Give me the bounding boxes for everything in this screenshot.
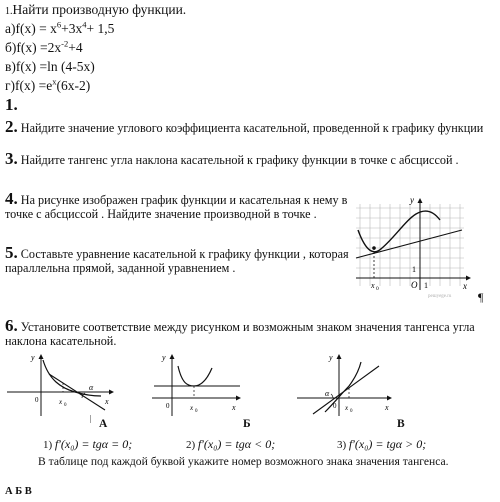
task-number: 2. (5, 117, 18, 136)
function-label: а) (5, 21, 16, 36)
x-label: x (105, 397, 109, 406)
x0-subscript: 0 (350, 409, 353, 414)
x0-subscript: 0 (64, 403, 67, 408)
graph-a (5, 352, 115, 420)
x-label: x (385, 403, 389, 412)
origin-label: O (411, 280, 418, 290)
x0-subscript: 0 (195, 409, 198, 414)
y-label: y (410, 195, 414, 205)
section1-number: 1. (5, 6, 13, 17)
task-text: Установите соответствие между рисунком и возможным знаком значения тангенса угла (20, 320, 475, 334)
function-body: f(x) =2x (16, 40, 62, 55)
x0-label: x (190, 404, 194, 412)
function-label: г) (5, 78, 16, 93)
y-label: y (31, 353, 35, 362)
task-6-line2: наклона касательной. (5, 334, 117, 348)
graph-b (150, 352, 245, 420)
answer-letters: А Б В (5, 486, 32, 497)
x0-label: x (371, 281, 375, 290)
option-1 (43, 437, 132, 452)
y-label: y (329, 353, 333, 362)
task-number: 4. (5, 189, 18, 208)
task-number: 5. (5, 243, 18, 262)
cursor-mark: | (90, 414, 92, 423)
unit-x-label: 1 (424, 281, 428, 290)
graph-b-label: Б (243, 418, 251, 430)
option-expr: f′(x₀) = tgα > 0; (348, 437, 427, 451)
task-2 (5, 117, 483, 137)
x0-label: x (345, 404, 349, 412)
origin-label: 0 (333, 402, 337, 410)
y-label: y (162, 353, 166, 362)
origin-label: 0 (35, 396, 39, 404)
function-b (5, 40, 83, 56)
tangent-graph (352, 190, 472, 300)
x-label: x (232, 403, 236, 412)
function-a (5, 21, 114, 37)
function-mid: (6x-2) (56, 78, 91, 93)
pilcrow: ¶ (478, 290, 484, 304)
x0-label: x (59, 398, 63, 406)
option-2 (186, 437, 275, 452)
task-4-line2: точке с абсциссой . Найдите значение производной в точке . (5, 207, 317, 221)
option-number: 1) (43, 439, 53, 451)
tangent-point (372, 246, 376, 250)
task-5 (5, 243, 349, 263)
function-exp: 4 (82, 19, 87, 30)
unit-y-label: 1 (412, 265, 416, 274)
option-number: 2) (186, 439, 196, 451)
task-text: На рисунке изображен график функции и касательная к нему в (20, 193, 348, 207)
task-3 (5, 149, 459, 169)
big-number-one: 1. (5, 95, 18, 114)
task-4 (5, 189, 347, 209)
task-6 (5, 316, 475, 336)
curve (325, 362, 361, 412)
function-label: б) (5, 40, 17, 55)
task-5-line2: параллельна прямой, заданной уравнением . (5, 261, 236, 275)
x-label: x (463, 281, 467, 291)
function-v (5, 59, 95, 75)
function-mid: +3x (61, 21, 83, 36)
task-text: Найдите тангенс угла наклона касательной к графику функции в точке с абсциссой . (20, 153, 459, 167)
function-exp: 6 (56, 19, 62, 30)
function-exp: x (52, 76, 57, 87)
x0-subscript: 0 (376, 286, 379, 292)
option-expr: f′(x₀) = tgα = 0; (54, 437, 133, 451)
graph-v (295, 352, 395, 420)
function-tail: + 1,5 (86, 21, 115, 36)
curve (178, 366, 212, 386)
graph-v-label: В (397, 418, 405, 430)
alpha-label: α (89, 383, 94, 392)
function-label: в) (5, 59, 16, 74)
alpha-label: α (325, 389, 330, 398)
option-3 (337, 437, 426, 452)
function-body: f(x) =ln (4-5x) (15, 59, 95, 74)
option-number: 3) (337, 439, 347, 451)
task-number: 6. (5, 316, 18, 335)
graph-a-label: А (99, 418, 108, 430)
tangent-line (356, 230, 462, 258)
function-exp: -2 (61, 38, 69, 49)
section1-heading (5, 2, 186, 18)
function-body: f(x) =e (15, 78, 53, 93)
option-expr: f′(x₀) = tgα < 0; (197, 437, 276, 451)
section1-title: Найти производную функции. (12, 2, 187, 17)
task-text: Составьте уравнение касательной к графику функции , которая (20, 247, 349, 261)
function-body: f(x) = x (15, 21, 57, 36)
watermark: решуege.ru (428, 294, 452, 299)
instruction-text: В таблице под каждой буквой укажите номер возможного знака значения тангенса. (38, 455, 449, 468)
task-text: Найдите значение углового коэффициента касательной, проведенной к графику функции (20, 121, 484, 135)
task-number: 3. (5, 149, 18, 168)
function-g (5, 78, 90, 94)
function-mid: +4 (68, 40, 83, 55)
origin-label: 0 (166, 402, 170, 410)
